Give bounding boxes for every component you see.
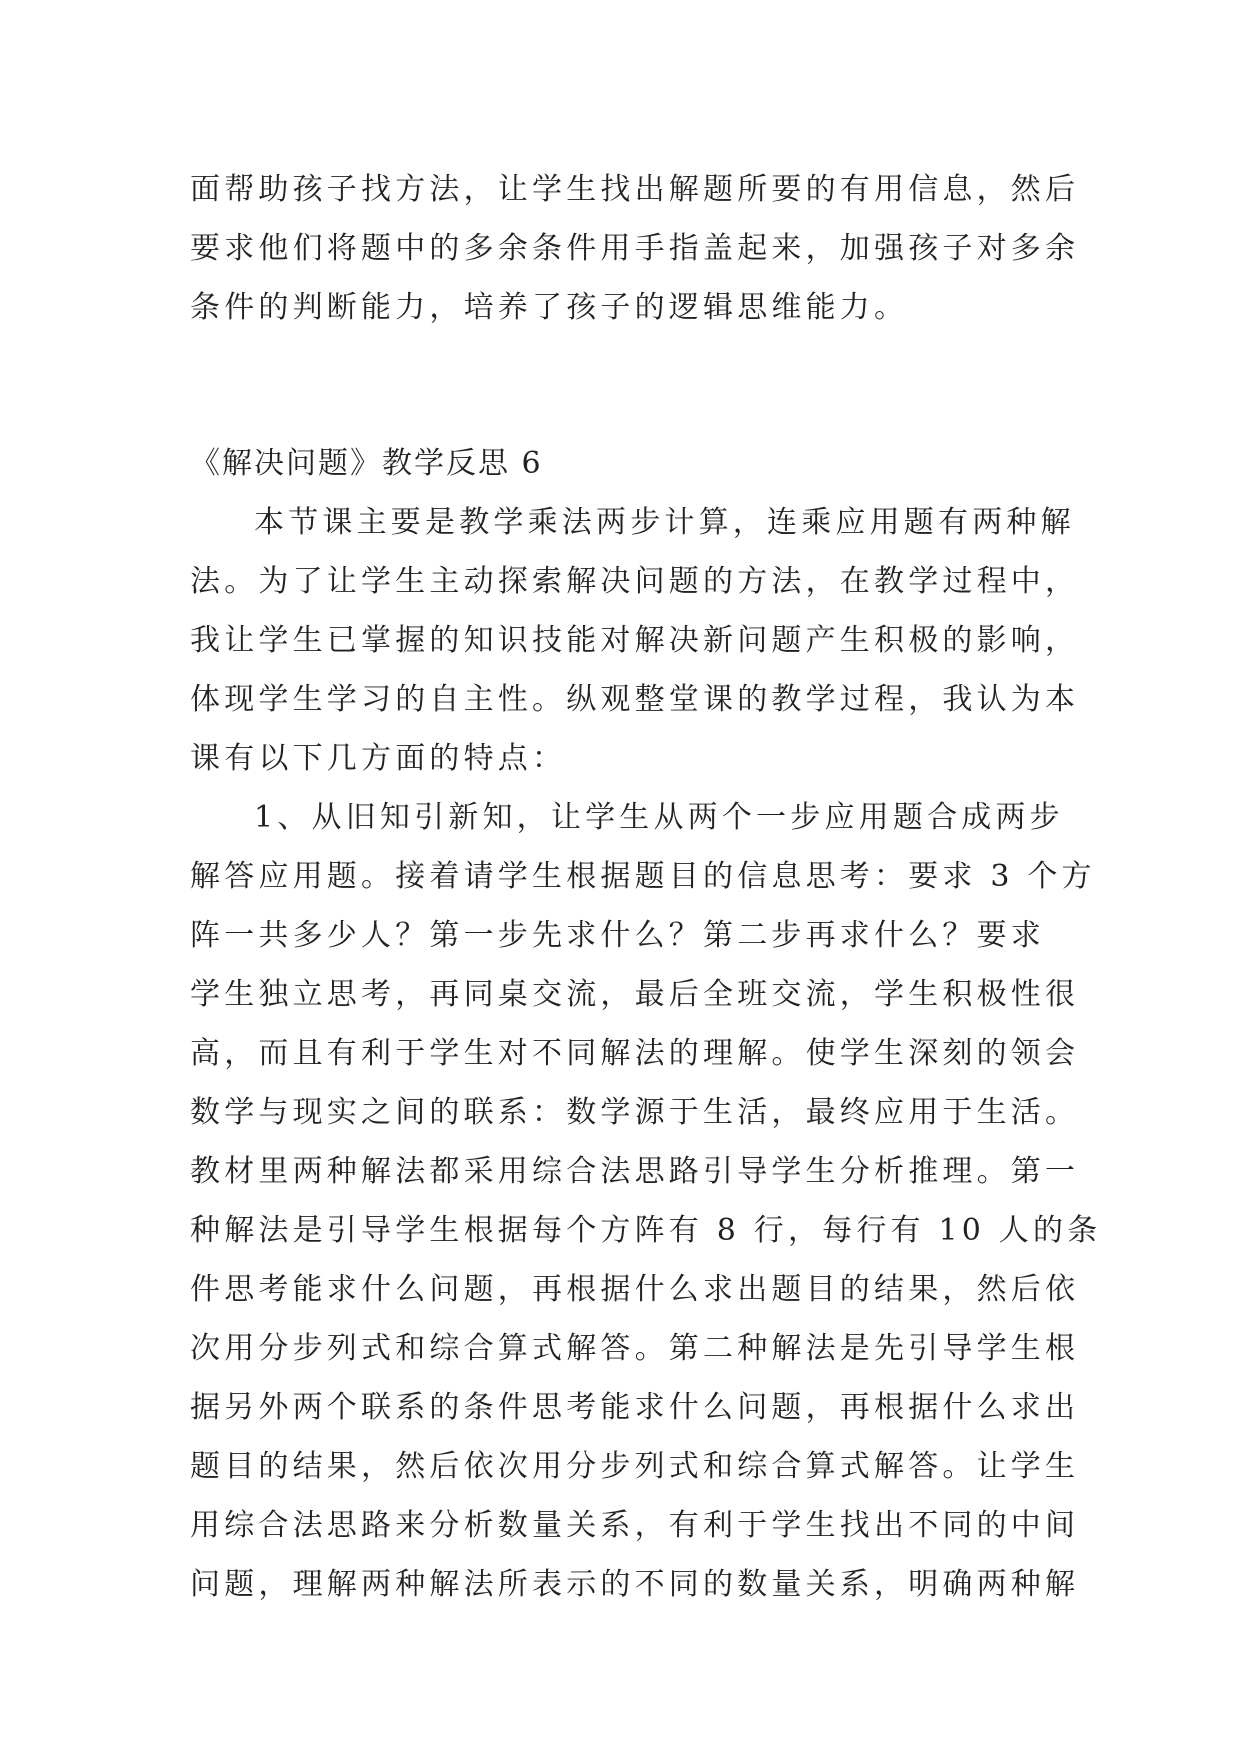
text-line: 阵一共多少人？第一步先求什么？第二步再求什么？要求 bbox=[190, 918, 1045, 953]
section-spacer bbox=[190, 337, 1060, 434]
text-line: 体现学生学习的自主性。纵观整堂课的教学过程，我认为本 bbox=[190, 682, 1080, 717]
text-line: 问题，理解两种解法所表示的不同的数量关系，明确两种解 bbox=[190, 1567, 1080, 1602]
text-line: 学生独立思考，再同桌交流，最后全班交流，学生积极性很 bbox=[190, 977, 1080, 1012]
text-line: 面帮助孩子找方法，让学生找出解题所要的有用信息，然后 bbox=[190, 172, 1080, 207]
text-line: 法。为了让学生主动探索解决问题的方法，在教学过程中， bbox=[190, 564, 1080, 599]
section-title: 《解决问题》教学反思 6 bbox=[190, 446, 543, 481]
text-line: 要求他们将题中的多余条件用手指盖起来，加强孩子对多余 bbox=[190, 231, 1080, 266]
text-line: 我让学生已掌握的知识技能对解决新问题产生积极的影响， bbox=[190, 623, 1080, 658]
text-line: 数学与现实之间的联系：数学源于生活，最终应用于生活。 bbox=[190, 1095, 1080, 1130]
paragraph-2 bbox=[190, 788, 1102, 1614]
text-line: 本节课主要是教学乘法两步计算，连乘应用题有两种解 bbox=[254, 505, 1075, 540]
intro-paragraph bbox=[190, 160, 1080, 337]
document-body bbox=[190, 160, 1102, 1614]
text-line: 1、从旧知引新知，让学生从两个一步应用题合成两步 bbox=[254, 800, 1064, 835]
text-line: 种解法是引导学生根据每个方阵有 8 行，每行有 10 人的条 bbox=[190, 1213, 1102, 1248]
text-line: 课有以下几方面的特点： bbox=[190, 741, 567, 776]
text-line: 高，而且有利于学生对不同解法的理解。使学生深刻的领会 bbox=[190, 1036, 1080, 1071]
text-line: 用综合法思路来分析数量关系，有利于学生找出不同的中间 bbox=[190, 1508, 1080, 1543]
text-line: 教材里两种解法都采用综合法思路引导学生分析推理。第一 bbox=[190, 1154, 1080, 1189]
text-line: 条件的判断能力，培养了孩子的逻辑思维能力。 bbox=[190, 290, 909, 325]
paragraph-1 bbox=[190, 493, 1080, 788]
text-line: 解答应用题。接着请学生根据题目的信息思考：要求 3 个方 bbox=[190, 859, 1096, 894]
text-line: 件思考能求什么问题，再根据什么求出题目的结果，然后依 bbox=[190, 1272, 1080, 1307]
text-line: 次用分步列式和综合算式解答。第二种解法是先引导学生根 bbox=[190, 1331, 1080, 1366]
text-line: 题目的结果，然后依次用分步列式和综合算式解答。让学生 bbox=[190, 1449, 1080, 1484]
text-line: 据另外两个联系的条件思考能求什么问题，再根据什么求出 bbox=[190, 1390, 1080, 1425]
